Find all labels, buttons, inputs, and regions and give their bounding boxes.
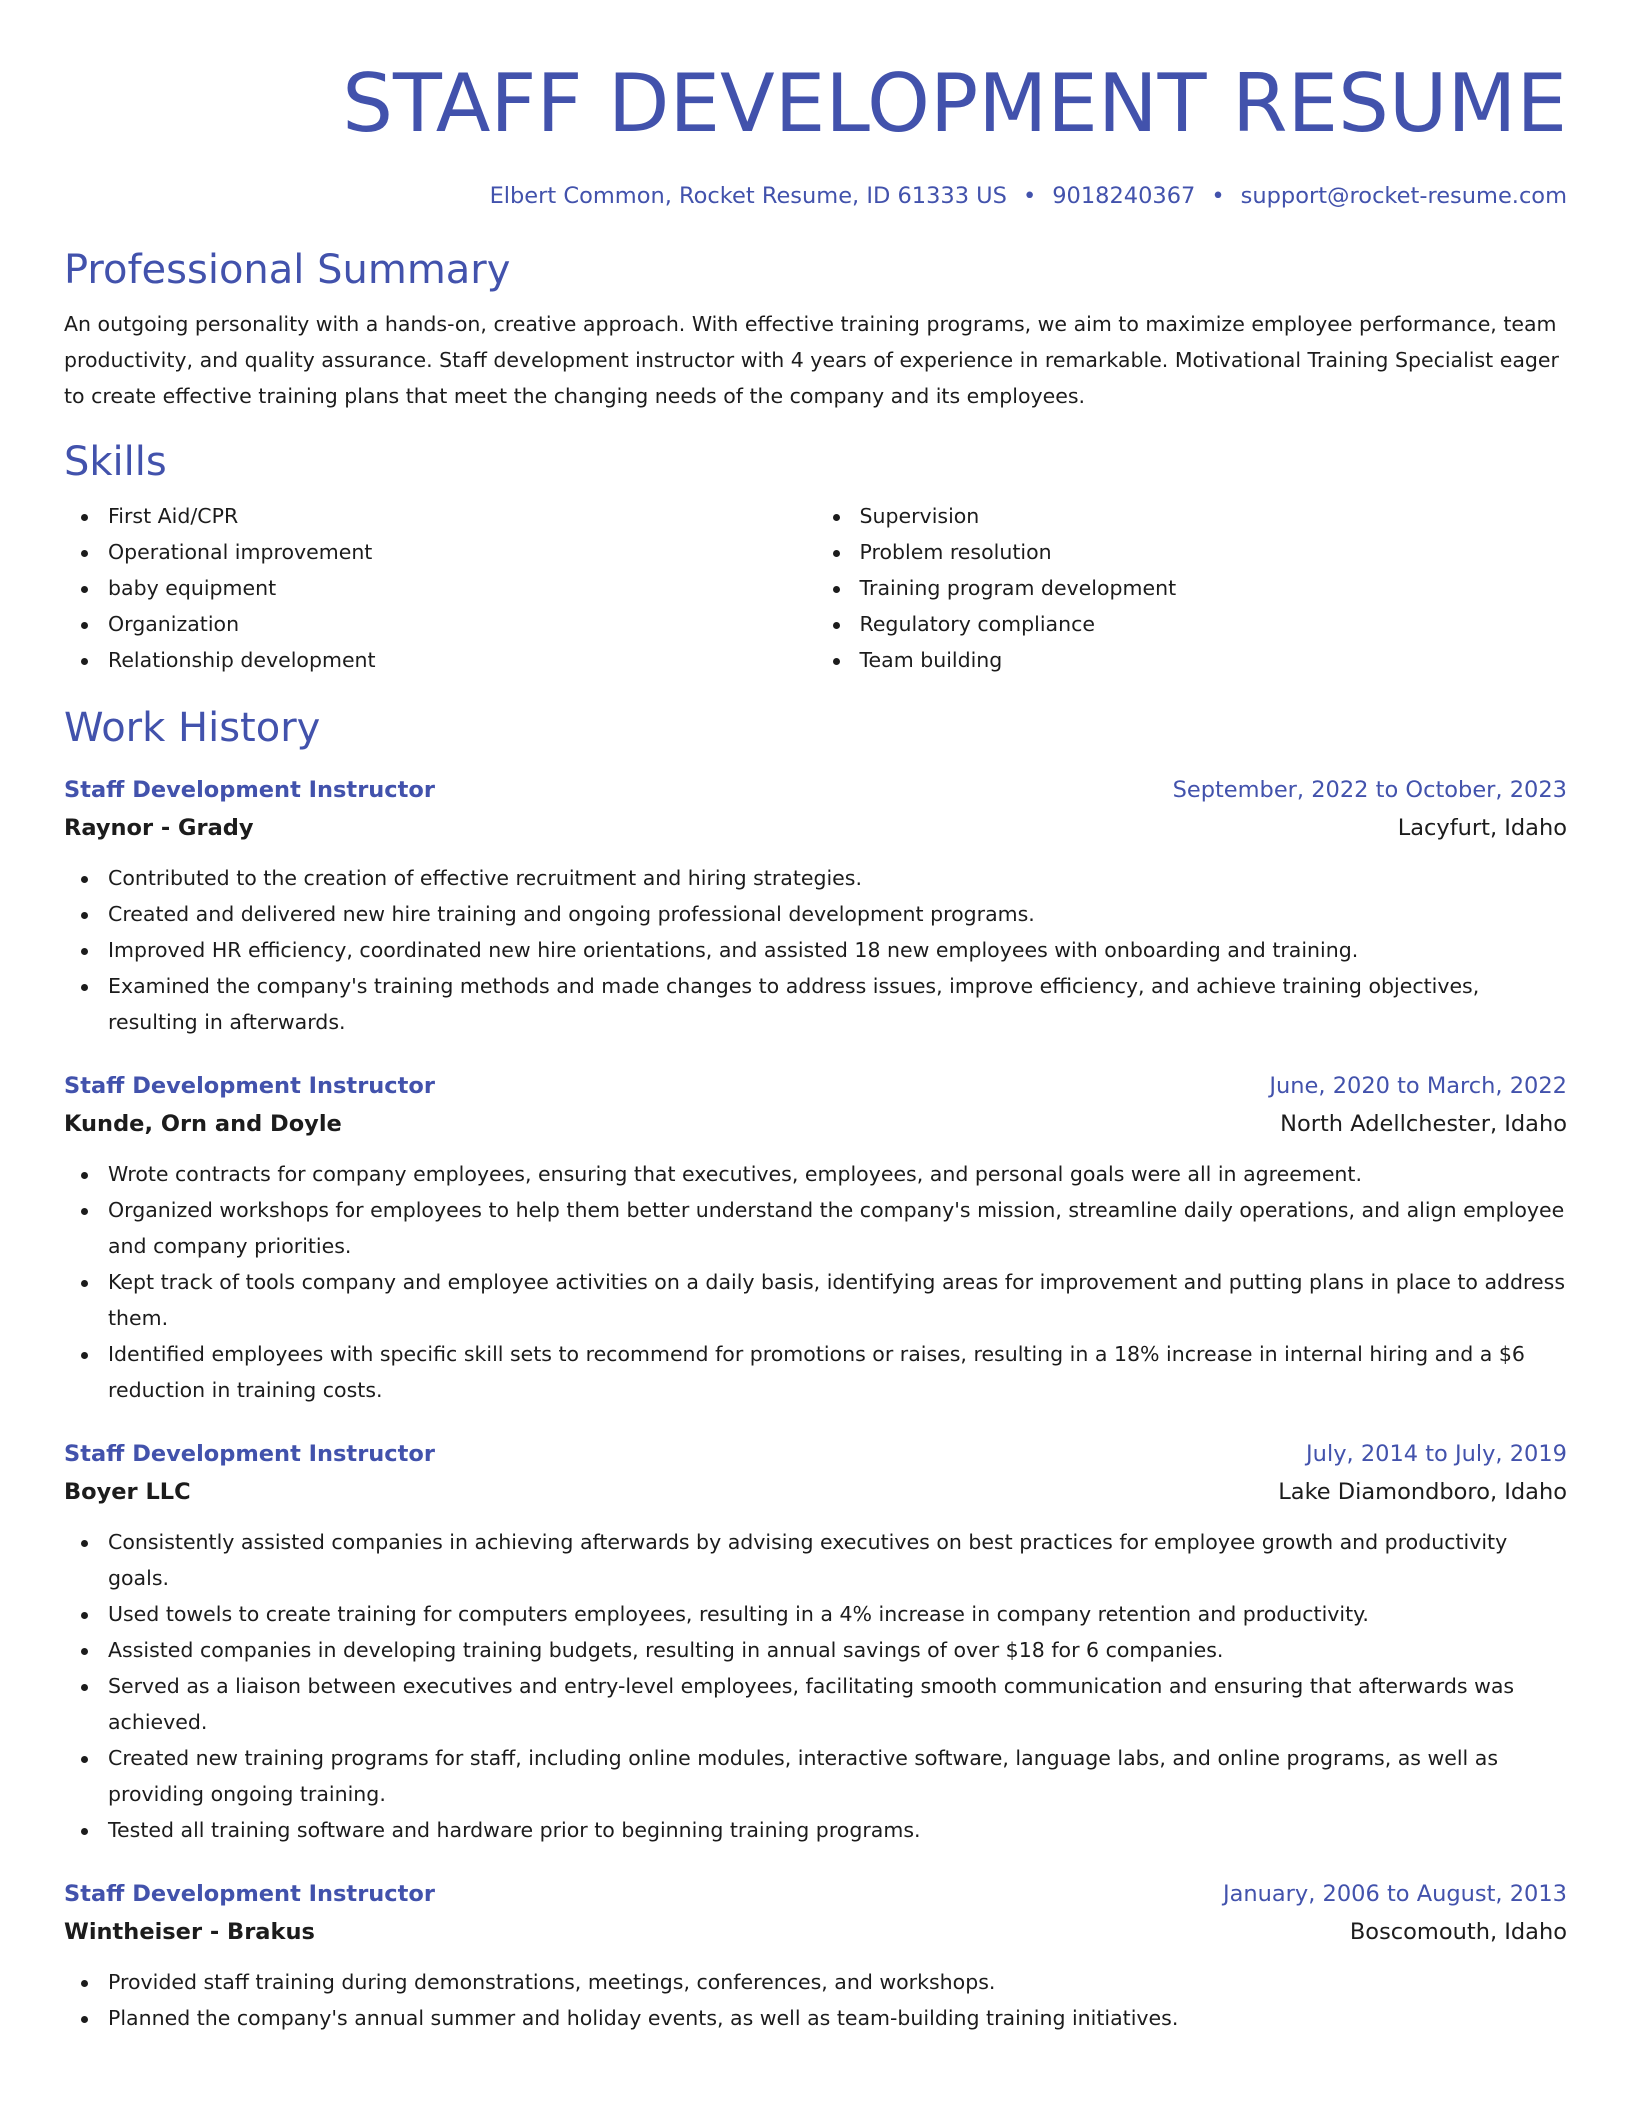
job-bullet: Identified employees with specific skill sets to recommend for promotions or raises, resulting in a 18% increase in internal hiring and a $6 reduction in training costs.: [108, 1336, 1567, 1408]
job-location: Lacyfurt, Idaho: [1397, 815, 1567, 841]
work-history-heading: Work History: [64, 705, 321, 751]
job-bullet: Examined the company's training methods and made changes to address issues, improve efficiency, and achieve training objectives, resulting in afterwards.: [108, 968, 1567, 1040]
job-bullet: Planned the company's annual summer and holiday events, as well as team-building training initiatives.: [108, 2000, 1567, 2036]
job-company-row: [64, 1914, 1567, 1950]
skills-grid: [64, 498, 1567, 678]
job-location: North Adellchester, Idaho: [1280, 1111, 1567, 1137]
skill-item: Team building: [860, 642, 1568, 678]
job-bullet: Created and delivered new hire training and ongoing professional development programs.: [108, 896, 1567, 932]
job-title: Staff Development Instructor: [64, 777, 435, 803]
job-bullets: [64, 860, 1567, 1040]
job-bullet: Kept track of tools company and employee activities on a daily basis, identifying areas for improvement and putting plans in place to address them.: [108, 1264, 1567, 1336]
job-bullet: Provided staff training during demonstrations, meetings, conferences, and workshops.: [108, 1964, 1567, 2000]
contact-separator: •: [1022, 183, 1037, 209]
job-header-row: [64, 1874, 1567, 1914]
job-entry: [64, 770, 1567, 1040]
job-bullets: [64, 1964, 1567, 2036]
contact-address: Elbert Common, Rocket Resume, ID 61333 US: [489, 183, 1007, 209]
skill-item: Problem resolution: [860, 534, 1568, 570]
skill-item: First Aid/CPR: [108, 498, 816, 534]
job-bullet: Used towels to create training for computers employees, resulting in a 4% increase in company retention and productivity.: [108, 1596, 1567, 1632]
job-dates: September, 2022 to October, 2023: [1172, 777, 1567, 803]
contact-phone: 9018240367: [1052, 183, 1196, 209]
job-bullets: [64, 1156, 1567, 1408]
job-company: Kunde, Orn and Doyle: [64, 1111, 342, 1137]
skill-item: Relationship development: [108, 642, 816, 678]
job-entry: [64, 1434, 1567, 1848]
job-company-row: [64, 1474, 1567, 1510]
job-header-row: [64, 1066, 1567, 1106]
job-dates: January, 2006 to August, 2013: [1222, 1881, 1567, 1907]
job-bullets: [64, 1524, 1567, 1848]
job-company: Raynor - Grady: [64, 815, 254, 841]
job-bullet: Organized workshops for employees to help them better understand the company's mission, streamline daily operations, and align employee and company priorities.: [108, 1192, 1567, 1264]
skill-item: Operational improvement: [108, 534, 816, 570]
skills-heading: Skills: [64, 439, 167, 485]
job-entry: [64, 1066, 1567, 1408]
job-location: Boscomouth, Idaho: [1349, 1919, 1567, 1945]
job-title: Staff Development Instructor: [64, 1441, 435, 1467]
job-dates: July, 2014 to July, 2019: [1306, 1441, 1567, 1467]
summary-heading: Professional Summary: [64, 247, 511, 293]
job-bullet: Tested all training software and hardware prior to beginning training programs.: [108, 1812, 1567, 1848]
skills-section: [64, 434, 1567, 678]
job-header-row: [64, 770, 1567, 810]
skill-item: Training program development: [860, 570, 1568, 606]
job-company-row: [64, 810, 1567, 846]
job-bullet: Consistently assisted companies in achieving afterwards by advising executives on best practices for employee growth and productivity goals.: [108, 1524, 1567, 1596]
job-dates: June, 2020 to March, 2022: [1269, 1073, 1567, 1099]
job-header-row: [64, 1434, 1567, 1474]
skills-column-right: [816, 498, 1568, 678]
job-bullet: Served as a liaison between executives and entry-level employees, facilitating smooth communication and ensuring that afterwards was achieved.: [108, 1668, 1567, 1740]
job-title: Staff Development Instructor: [64, 1881, 435, 1907]
job-location: Lake Diamondboro, Idaho: [1278, 1479, 1567, 1505]
contact-line: [64, 180, 1567, 212]
job-company-row: [64, 1106, 1567, 1142]
skill-item: baby equipment: [108, 570, 816, 606]
resume-page: [64, 0, 1567, 2036]
job-bullet: Wrote contracts for company employees, ensuring that executives, employees, and personal goals were all in agreement.: [108, 1156, 1567, 1192]
contact-separator: •: [1211, 183, 1225, 209]
job-bullet: Assisted companies in developing training budgets, resulting in annual savings of over $18 for 6 companies.: [108, 1632, 1567, 1668]
work-history-section: [64, 700, 1567, 2036]
skill-item: Organization: [108, 606, 816, 642]
job-bullet: Contributed to the creation of effective recruitment and hiring strategies.: [108, 860, 1567, 896]
skill-item: Regulatory compliance: [860, 606, 1568, 642]
skills-column-left: [64, 498, 816, 678]
job-entry: [64, 1874, 1567, 2036]
job-title: Staff Development Instructor: [64, 1073, 435, 1099]
job-bullet: Created new training programs for staff, including online modules, interactive software, language labs, and online programs, as well as providing ongoing training.: [108, 1740, 1567, 1812]
skill-item: Supervision: [860, 498, 1568, 534]
job-company: Boyer LLC: [64, 1479, 191, 1505]
job-company: Wintheiser - Brakus: [64, 1919, 315, 1945]
summary-text: An outgoing personality with a hands-on, creative approach. With effective training programs, we aim to maximize employee performance, team productivity, and quality assurance. Staff development instructor with 4 years of experience in remarkable. Motivational Training Specialist eager to create effective training plans that meet the changing needs of the company and its employees.: [64, 312, 1559, 408]
contact-email[interactable]: support@rocket-resume.com: [1240, 183, 1567, 209]
job-bullet: Improved HR efficiency, coordinated new hire orientations, and assisted 18 new employees with onboarding and training.: [108, 932, 1567, 968]
professional-summary-section: [64, 242, 1567, 414]
resume-title: STAFF DEVELOPMENT RESUME: [342, 57, 1567, 150]
